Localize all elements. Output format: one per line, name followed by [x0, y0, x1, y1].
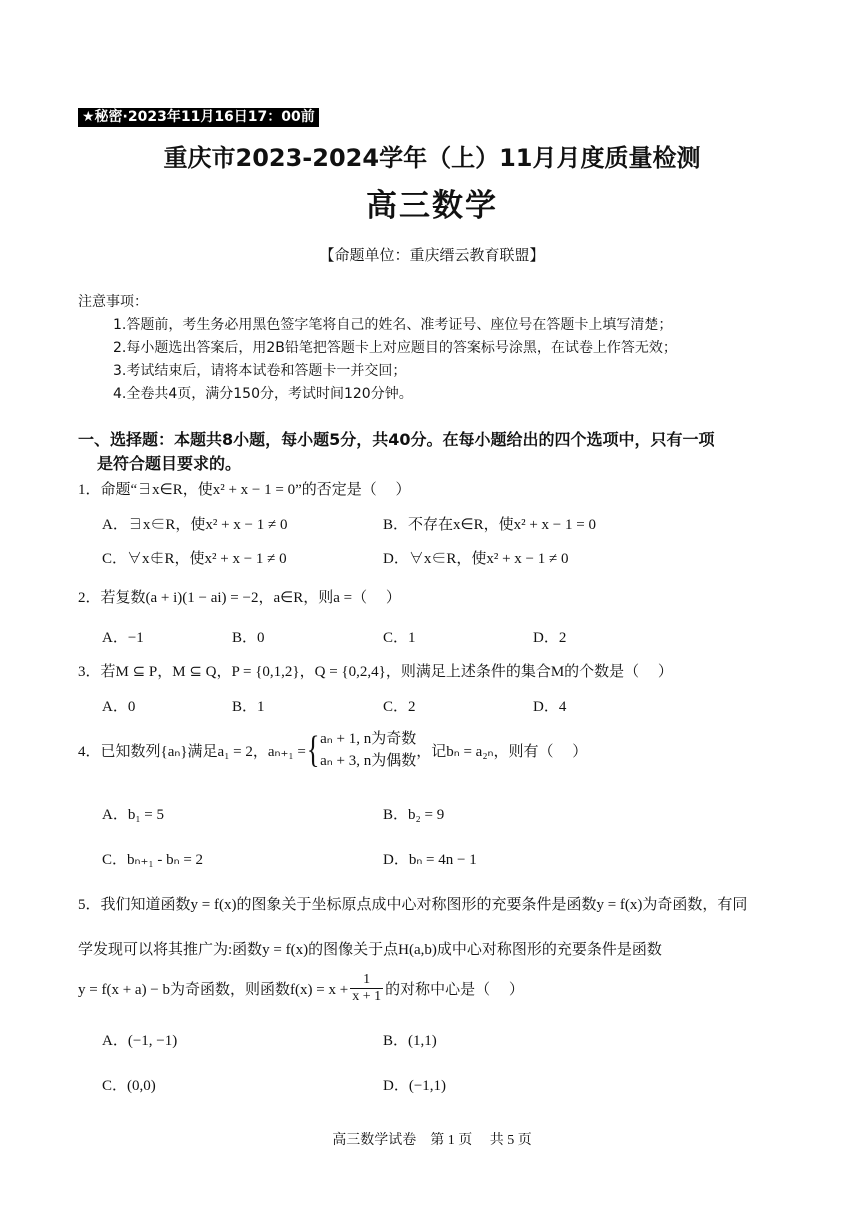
question-2-option-d: D．2 [533, 630, 567, 646]
question-5-option-b: B．(1,1) [383, 1033, 437, 1049]
section-heading: 一、选择题：本题共8小题，每小题5分，共40分。在每小题给出的四个选项中，只有一项 [78, 430, 715, 449]
question-5-line-3-post: 的对称中心是（ ） [385, 982, 524, 998]
page-footer: 高三数学试卷 第 1 页 共 5 页 [332, 1133, 532, 1148]
question-3-option-d: D．4 [533, 699, 567, 715]
question-2-option-a: A．−1 [102, 630, 144, 646]
case-odd: aₙ + 1, n为奇数 [320, 731, 417, 747]
note-item: 4.全卷共4页，满分150分，考试时间120分钟。 [113, 386, 413, 402]
question-5-option-c: C．(0,0) [102, 1078, 156, 1094]
question-1-stem: 1．命题“∃x∈R，使x² + x − 1 = 0”的否定是（ ） [78, 482, 411, 498]
case-even: aₙ + 3, n为偶数 [320, 753, 417, 769]
note-item: 2.每小题选出答案后，用2B铅笔把答题卡上对应题目的答案标号涂黑，在试卷上作答无效； [113, 340, 677, 356]
fraction-denominator: x + 1 [352, 989, 382, 1004]
question-4-option-c: C．bₙ₊₁ - bₙ = 2 [102, 852, 204, 868]
question-3-stem: 3．若M ⊆ P，M ⊆ Q，P = {0,1,2}，Q = {0,2,4}，则满足上述条件的集合M的个数是（ ） [78, 664, 673, 680]
exam-title: 重庆市2023-2024学年（上）11月月度质量检测 [163, 144, 701, 172]
brace-symbol: { [306, 729, 320, 771]
question-2-stem: 2．若复数(a + i)(1 − ai) = −2，a∈R，则a =（ ） [78, 590, 401, 606]
question-5-line-2: 学发现可以将其推广为:函数y = f(x)的图像关于点H(a,b)成中心对称图形的充要条件是函数 [78, 942, 662, 958]
question-4-stem-pre: 4．已知数列{aₙ}满足a₁ = 2，aₙ₊₁ = [78, 743, 306, 760]
question-5-line-3-pre: y = f(x + a) − b为奇函数，则函数f(x) = x + [78, 982, 349, 998]
question-5-line-3 [78, 972, 524, 1005]
note-item: 3.考试结束后，请将本试卷和答题卡一并交回； [113, 363, 407, 379]
subject-title: 高三数学 [366, 188, 498, 224]
question-1-option-b: B．不存在x∈R，使x² + x − 1 = 0 [383, 517, 596, 533]
question-3-option-c: C．2 [383, 699, 416, 715]
secret-banner: ★秘密·2023年11月16日17：00前 [78, 108, 319, 127]
question-1-option-d: D．∀x∈R，使x² + x − 1 ≠ 0 [383, 551, 569, 567]
piecewise-cases [320, 728, 416, 772]
question-2-option-b: B．0 [232, 630, 265, 646]
question-5-option-d: D．(−1,1) [383, 1078, 447, 1094]
question-4-option-d: D．bₙ = 4n − 1 [383, 852, 477, 868]
note-item: 1.答题前，考生务必用黑色签字笔将自己的姓名、准考证号、座位号在答题卡上填写清楚； [113, 317, 673, 333]
question-3-option-b: B．1 [232, 699, 265, 715]
section-heading-cont: 是符合题目要求的。 [97, 454, 242, 473]
exam-unit: 【命题单位：重庆缙云教育联盟】 [319, 246, 545, 264]
question-3-option-a: A．0 [102, 699, 136, 715]
question-4-stem [78, 728, 587, 772]
question-1-option-c: C．∀x∉R，使x² + x − 1 ≠ 0 [102, 551, 287, 567]
fraction [350, 972, 383, 1005]
question-4-option-a: A．b₁ = 5 [102, 807, 165, 823]
question-4-option-b: B．b₂ = 9 [383, 807, 445, 823]
fraction-numerator: 1 [350, 972, 383, 989]
question-5-line-1: 5．我们知道函数y = f(x)的图象关于坐标原点成中心对称图形的充要条件是函数y = f(x)为奇函数，有同 [78, 897, 748, 913]
question-5-option-a: A．(−1, −1) [102, 1033, 178, 1049]
notes-title: 注意事项： [78, 294, 148, 310]
question-4-stem-post: ，记bₙ = a₂ₙ，则有（ ） [416, 743, 588, 760]
question-1-option-a: A．∃x∈R，使x² + x − 1 ≠ 0 [102, 517, 288, 533]
question-2-option-c: C．1 [383, 630, 416, 646]
